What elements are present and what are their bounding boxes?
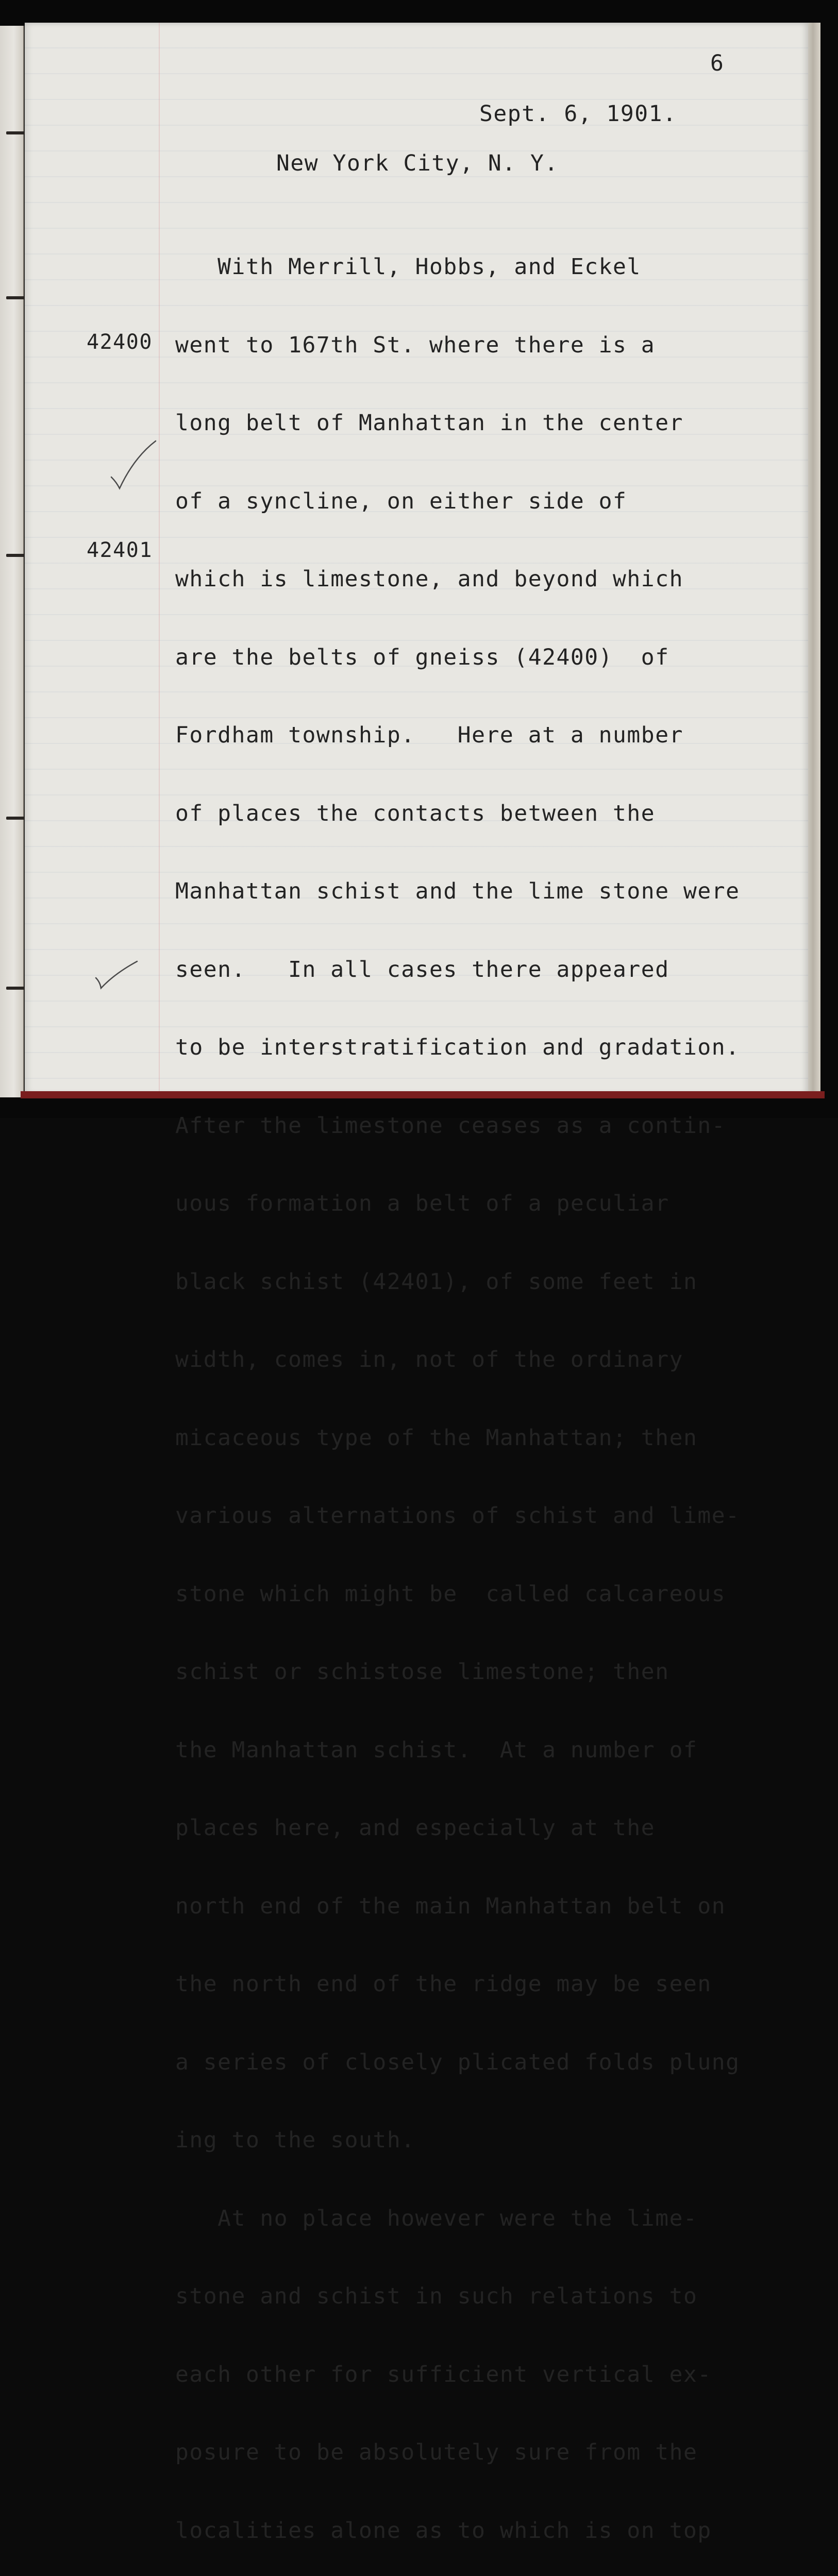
text-line: various alternations of schist and lime- xyxy=(175,1503,740,1529)
text-line: posure to be absolutely sure from the xyxy=(175,2439,698,2465)
checkmark-icon xyxy=(94,959,140,990)
text-line: stone and schist in such relations to xyxy=(175,2283,698,2309)
text-line: the Manhattan schist. At a number of xyxy=(175,1737,698,1763)
entry-date: Sept. 6, 1901. xyxy=(479,101,677,127)
text-line: to be interstratification and gradation. xyxy=(175,1035,740,1060)
specimen-number: 42400 xyxy=(87,330,153,354)
text-line: With Merrill, Hobbs, and Eckel xyxy=(175,254,641,280)
text-line: micaceous type of the Manhattan; then xyxy=(175,1425,698,1451)
journal-body xyxy=(175,202,740,2576)
text-line: localities alone as to which is on top xyxy=(175,2517,712,2544)
binding-stitch xyxy=(6,817,26,820)
binding-stitch xyxy=(6,987,26,990)
binding-stitch xyxy=(6,554,26,557)
text-line: uous formation a belt of a peculiar xyxy=(175,1191,669,1216)
margin-rule xyxy=(159,23,160,1094)
text-line: Fordham township. Here at a number xyxy=(175,722,683,748)
page-stack-edge xyxy=(808,23,820,1094)
text-line: went to 167th St. where there is a xyxy=(175,332,656,358)
text-line: a series of closely plicated folds plung xyxy=(175,2049,740,2075)
text-line: seen. In all cases there appeared xyxy=(175,956,669,982)
left-page-edge xyxy=(0,26,24,1097)
binding-stitch xyxy=(6,296,26,299)
text-line: are the belts of gneiss (42400) of xyxy=(175,644,669,670)
entry-location: New York City, N. Y. xyxy=(276,150,559,176)
text-line: places here, and especially at the xyxy=(175,1815,656,1841)
specimen-number: 42401 xyxy=(87,538,153,562)
page-number: 6 xyxy=(710,50,725,76)
text-line: ing to the south. xyxy=(175,2127,415,2153)
text-line: of places the contacts between the xyxy=(175,800,656,826)
text-line: schist or schistose limestone; then xyxy=(175,1659,669,1685)
binding-stitch xyxy=(6,131,26,134)
text-line: black schist (42401), of some feet in xyxy=(175,1268,698,1295)
text-line: the north end of the ridge may be seen xyxy=(175,1971,712,1997)
checkmark-icon xyxy=(108,437,160,494)
text-line: north end of the main Manhattan belt on xyxy=(175,1893,726,1919)
text-line: Manhattan schist and the lime stone were xyxy=(175,878,740,904)
text-line: At no place however were the lime- xyxy=(175,2205,698,2231)
text-line: width, comes in, not of the ordinary xyxy=(175,1347,683,1372)
text-line: of a syncline, on either side of xyxy=(175,488,627,514)
text-line: long belt of Manhattan in the center xyxy=(175,410,683,436)
text-line: which is limestone, and beyond which xyxy=(175,566,683,592)
text-line: After the limestone ceases as a contin- xyxy=(175,1112,726,1139)
text-line: each other for sufficient vertical ex- xyxy=(175,2361,712,2387)
text-line: stone which might be called calcareous xyxy=(175,1581,726,1607)
